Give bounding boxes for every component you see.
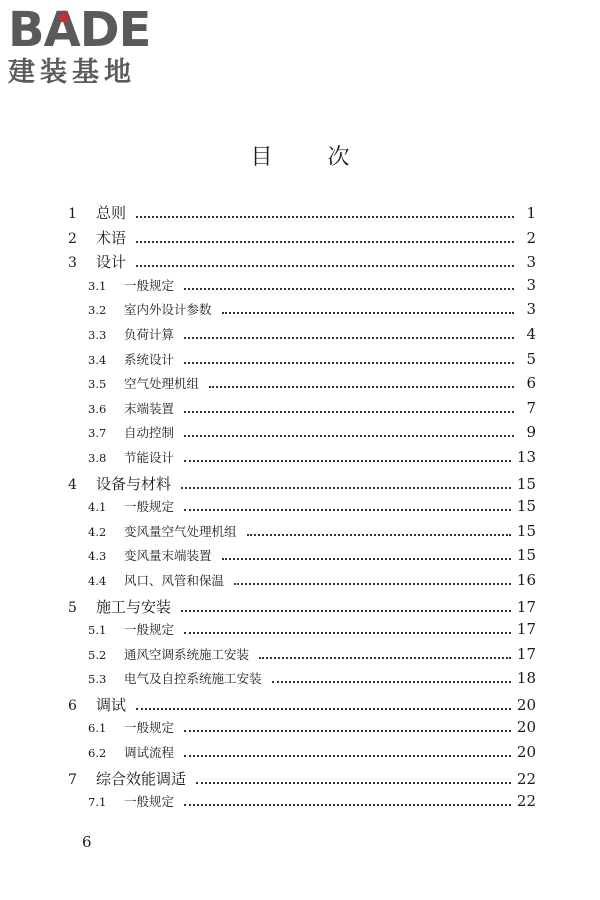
toc-entry-label: 电气及自控系统施工安装 (124, 671, 262, 687)
toc-entry-label: 调试流程 (124, 745, 175, 761)
toc-entry[interactable] (66, 596, 536, 621)
toc-entry-page: 13 (516, 447, 536, 466)
dot-leader (184, 509, 511, 511)
toc-entry-page: 1 (526, 204, 536, 222)
toc-entry[interactable] (66, 325, 536, 350)
toc-entry-number: 5.2 (88, 647, 107, 662)
table-of-contents (66, 202, 536, 817)
toc-entry-label: 通风空调系统施工安装 (124, 646, 250, 662)
dot-leader (184, 288, 514, 290)
toc-entry-number: 3.3 (88, 327, 107, 342)
toc-entry-number: 3.5 (88, 377, 107, 392)
toc-entry-number: 3.6 (88, 401, 107, 416)
toc-entry-page: 15 (516, 497, 536, 516)
toc-entry-page: 5 (526, 349, 536, 368)
toc-entry-label: 一般规定 (124, 720, 175, 736)
dot-leader (222, 558, 511, 560)
toc-entry[interactable] (66, 792, 536, 817)
toc-entry-label: 总则 (96, 204, 127, 222)
toc-entry[interactable] (66, 276, 536, 301)
toc-entry-label: 设计 (96, 253, 127, 272)
toc-entry-page: 7 (526, 398, 536, 417)
toc-entry-page: 20 (516, 743, 536, 762)
toc-entry-number: 6.2 (88, 746, 107, 761)
toc-entry-label: 室内外设计参数 (124, 302, 212, 318)
page-title: 目 次 (250, 145, 374, 170)
toc-entry-number: 3.7 (88, 426, 107, 441)
logo-accent-icon (58, 10, 70, 22)
dot-leader (136, 241, 514, 243)
toc-entry[interactable] (66, 571, 536, 596)
toc-entry-number: 3.1 (88, 278, 107, 293)
toc-entry-number: 2 (68, 230, 77, 247)
toc-entry-label: 变风量末端装置 (124, 548, 212, 564)
dot-leader (184, 362, 514, 364)
toc-entry[interactable] (66, 473, 536, 498)
toc-entry[interactable] (66, 645, 536, 670)
dot-leader (272, 681, 511, 683)
dot-leader (136, 216, 514, 218)
dot-leader (184, 337, 514, 339)
dot-leader (234, 583, 511, 585)
dot-leader (181, 487, 511, 489)
toc-entry-number: 6 (68, 697, 77, 714)
toc-entry-page: 18 (516, 669, 536, 688)
dot-leader (259, 657, 511, 659)
toc-entry[interactable] (66, 448, 536, 473)
dot-leader (184, 804, 511, 806)
toc-entry-page: 15 (516, 521, 536, 540)
toc-entry-page: 15 (516, 546, 536, 565)
page-number: 6 (82, 833, 92, 851)
toc-entry[interactable] (66, 522, 536, 547)
toc-entry-page: 22 (516, 769, 536, 788)
toc-entry-number: 1 (68, 206, 77, 222)
dot-leader (184, 730, 511, 732)
toc-entry-page: 20 (516, 718, 536, 737)
toc-entry-page: 2 (526, 228, 536, 247)
toc-entry-label: 末端装置 (124, 400, 175, 416)
toc-entry-label: 一般规定 (124, 277, 175, 293)
toc-entry-page: 3 (526, 275, 536, 294)
toc-entry[interactable] (66, 374, 536, 399)
toc-entry-label: 调试 (96, 695, 127, 714)
toc-entry-number: 7 (68, 771, 77, 788)
toc-entry-number: 3.2 (88, 303, 107, 318)
toc-entry[interactable] (66, 202, 536, 227)
toc-entry-page: 17 (516, 620, 536, 639)
toc-entry-page: 9 (526, 423, 536, 442)
toc-entry[interactable] (66, 743, 536, 768)
toc-entry-page: 17 (516, 597, 536, 616)
toc-entry-number: 6.1 (88, 721, 107, 736)
dot-leader (222, 312, 514, 314)
toc-entry-label: 设备与材料 (96, 474, 172, 493)
toc-entry[interactable] (66, 546, 536, 571)
toc-entry-label: 空气处理机组 (124, 376, 200, 392)
toc-entry-number: 3 (68, 255, 77, 272)
toc-entry-number: 7.1 (88, 795, 107, 810)
toc-entry-label: 变风量空气处理机组 (124, 523, 237, 539)
dot-leader (184, 755, 511, 757)
toc-entry[interactable] (66, 768, 536, 793)
toc-entry-page: 16 (516, 570, 536, 589)
toc-entry-label: 自动控制 (124, 425, 175, 441)
dot-leader (136, 708, 511, 710)
toc-entry-number: 3.4 (88, 352, 107, 367)
toc-entry[interactable] (66, 350, 536, 375)
toc-entry[interactable] (66, 718, 536, 743)
dot-leader (196, 782, 511, 784)
toc-entry-number: 4.4 (88, 573, 107, 588)
toc-entry-page: 3 (526, 253, 536, 272)
toc-entry[interactable] (66, 620, 536, 645)
toc-entry-page: 20 (516, 695, 536, 714)
toc-entry[interactable] (66, 251, 536, 276)
dot-leader (209, 386, 514, 388)
toc-entry-number: 4.2 (88, 524, 107, 539)
logo-wordmark (8, 4, 178, 56)
toc-entry-label: 一般规定 (124, 794, 175, 810)
toc-entry-number: 5 (68, 599, 77, 616)
toc-entry[interactable] (66, 399, 536, 424)
dot-leader (184, 435, 514, 437)
toc-entry-number: 5.1 (88, 623, 107, 638)
dot-leader (181, 610, 511, 612)
brand-logo (8, 4, 178, 89)
dot-leader (136, 265, 514, 267)
toc-entry[interactable] (66, 694, 536, 719)
dot-leader (184, 632, 511, 634)
logo-word-text: BADE (8, 2, 151, 58)
toc-entry-number: 4 (68, 476, 77, 493)
toc-entry-label: 一般规定 (124, 622, 175, 638)
toc-entry-number: 4.3 (88, 549, 107, 564)
dot-leader (247, 534, 511, 536)
toc-entry-label: 综合效能调适 (96, 769, 187, 788)
toc-entry-number: 3.8 (88, 450, 107, 465)
toc-entry-number: 4.1 (88, 500, 107, 515)
toc-entry-label: 术语 (96, 228, 127, 247)
toc-entry-label: 施工与安装 (96, 597, 172, 616)
toc-entry[interactable] (66, 669, 536, 694)
toc-entry-label: 节能设计 (124, 449, 175, 465)
toc-entry[interactable] (66, 423, 536, 448)
toc-entry-number: 5.3 (88, 672, 107, 687)
toc-entry-page: 6 (526, 374, 536, 393)
toc-entry[interactable] (66, 300, 536, 325)
toc-entry[interactable] (66, 227, 536, 252)
toc-entry[interactable] (66, 497, 536, 522)
toc-entry-page: 15 (516, 474, 536, 493)
toc-entry-label: 风口、风管和保温 (124, 572, 225, 588)
dot-leader (184, 460, 511, 462)
toc-entry-label: 一般规定 (124, 499, 175, 515)
toc-entry-page: 22 (516, 792, 536, 811)
toc-entry-label: 负荷计算 (124, 326, 175, 342)
toc-entry-page: 3 (526, 300, 536, 319)
logo-subtitle: 建装基地 (8, 57, 136, 88)
toc-entry-label: 系统设计 (124, 351, 175, 367)
dot-leader (184, 411, 514, 413)
toc-entry-page: 17 (516, 644, 536, 663)
toc-entry-page: 4 (526, 324, 536, 343)
